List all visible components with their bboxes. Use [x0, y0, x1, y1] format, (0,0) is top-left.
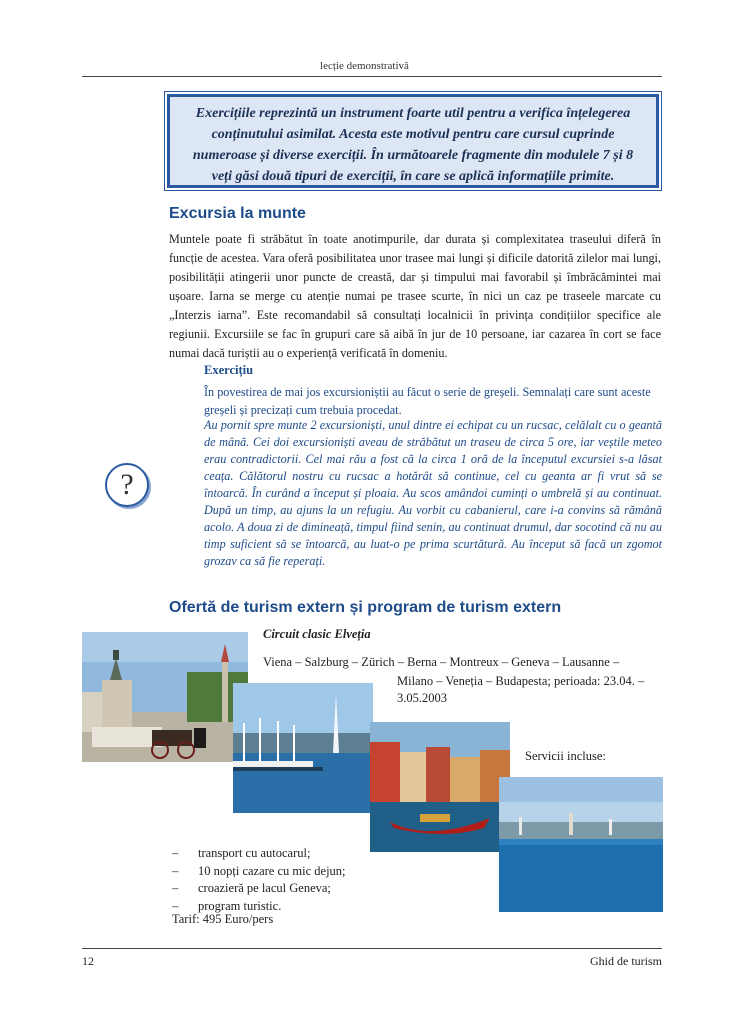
footer-title: Ghid de turism: [590, 954, 662, 968]
intro-line: Exercițiile reprezintă un instrument foarte util pentru a verifica înțelegerea: [195, 106, 631, 121]
exercise-instructions: În povestirea de mai jos excursioniștii au făcut o serie de greșeli. Semnalați care sunt aceste greșeli și precizați cum trebuia procedat.: [204, 385, 651, 417]
venice-canal-photo: [370, 722, 510, 852]
list-item: – program turistic.: [172, 898, 282, 913]
footer-divider: [82, 948, 662, 949]
header-divider: [82, 76, 662, 77]
running-header: lecție demonstrativă: [320, 60, 409, 72]
intro-callout-box: [167, 94, 659, 188]
excursion-paragraph: Muntele poate fi străbătut în toate anotimpurile, dar durata și complexitatea traseului diferă în funcție de acestea. Vara oferă posibilitatea unor trasee mai lungi și dificile datorită zilelor mai lungi, posibilității atingerii unor puncte de creastă, dar și timpului mai favorabil și îmbrăcămintei mai ușoare. Iarna se merge cu atenție numai pe trasee scurte, în nici un caz pe traseele marcate cu „Interzis iarna”. Este recomandabil să consultați localnicii în privința condițiilor specifice ale regiunii. Excursiile se fac în grupuri care să aibă în jur de 10 persoane, iar cazarea în cort se face numai dacă turiștii au o experiență verificată în domeniu.: [169, 232, 661, 360]
list-item: – croazieră pe lacul Geneva;: [172, 881, 331, 895]
list-item: – transport cu autocarul;: [172, 846, 311, 860]
intro-line: veți găsi două tipuri de exerciții, în care se aplică informațiile primite.: [211, 169, 615, 184]
geneva-lake-photo: [233, 683, 373, 813]
tariff-text: Tarif: 495 Euro/pers: [172, 912, 274, 926]
services-label: Servicii incluse:: [525, 749, 606, 763]
services-list: [172, 845, 346, 915]
vienna-carriage-photo: [82, 632, 248, 762]
exercise-title: Exercițiu: [204, 363, 254, 377]
question-mark-icon: ?: [105, 463, 149, 507]
page-number: 12: [82, 954, 94, 968]
exercise-story: Au pornit spre munte 2 excursioniști, unul dintre ei echipat cu un rucsac, celălalt cu o geantă de mână. Cei doi excursioniști aveau de străbătut un traseu de circa 5 ore, iar veștile meteo erau contradictorii. Cel mai rău a fost că la circa 1 oră de la începutul excursiei s-a lăsat ceața. Călătorul nostru cu rucsac a hotărât să continue, cel cu geanta ar fi vrut să se întoarcă. În curând a început și ploaia. Au scos amândoi cuminți o umbrelă și au continuat. După un timp, au ajuns la un refugiu. Au vorbit cu cabanierul, care i-a convins să rămână acolo. A doua zi de dimineață, timpul fiind senin, au continuat drumul, dar socotind că nu au timp suficient să se întoarcă, au luat-o pe prima scurtătură. Au început să facă un zgomot grozav ca să fie reperați.: [204, 418, 662, 568]
list-item: – 10 nopți cazare cu mic dejun;: [172, 863, 346, 878]
section-title-tourism-offer: Ofertă de turism extern și program de turism extern: [169, 599, 562, 616]
zurich-lake-photo: [499, 777, 663, 912]
section-title-excursion: Excursia la munte: [169, 205, 306, 222]
intro-line: conținutului asimilat. Acesta este motivul pentru care cursul cuprinde: [211, 127, 615, 142]
route-line-2: Milano – Veneția – Budapesta; perioada: 23.04. – 3.05.2003: [397, 674, 645, 705]
circuit-title: Circuit clasic Elveția: [263, 627, 371, 641]
intro-line: numeroase și diverse exerciții. În următoarele fragmente din modulele 7 și 8: [192, 148, 634, 163]
route-line-1: Viena – Salzburg – Zürich – Berna – Montreux – Geneva – Lausanne –: [263, 655, 620, 669]
